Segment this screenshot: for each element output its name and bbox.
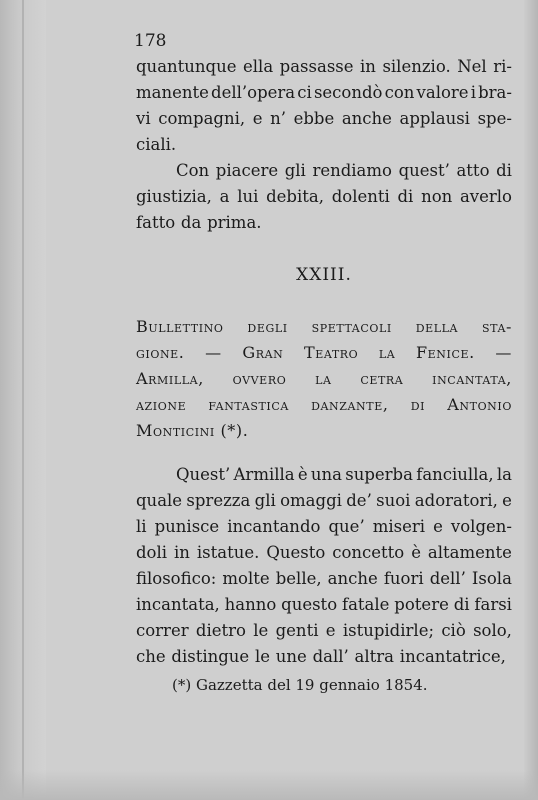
text-line: quantunque ella passasse in silenzio. Nel ri- bbox=[136, 57, 512, 76]
text-line: doli in istatue. Questo concetto è altamente bbox=[136, 543, 512, 562]
paragraph-2 bbox=[136, 158, 512, 236]
text-line: correr dietro le genti e istupidirle; ciò solo, bbox=[136, 621, 512, 640]
text-line: Bullettino degli spettacoli della sta- bbox=[136, 317, 512, 336]
page-shadow bbox=[0, 770, 538, 800]
page-body bbox=[136, 28, 512, 670]
article-heading bbox=[136, 314, 512, 444]
text-line: incantata, hanno questo fatale potere di farsi bbox=[136, 595, 512, 614]
paragraph-3 bbox=[136, 462, 512, 670]
text-line: filosofico: molte belle, anche fuori dell’ Isola bbox=[136, 569, 512, 588]
text-line: gione. — Gran Teatro la Fenice. — bbox=[136, 343, 512, 362]
text-line: che distingue le une dall’ altra incantatrice, bbox=[136, 647, 506, 666]
text-line: Con piacere gli rendiamo quest’ atto di bbox=[176, 161, 512, 180]
text-line: Armilla, ovvero la cetra incantata, bbox=[136, 369, 512, 388]
text-line: vi compagni, e n’ ebbe anche applausi spe- bbox=[136, 109, 512, 128]
section-heading: XXIII. bbox=[296, 265, 352, 285]
paragraph-1 bbox=[136, 54, 512, 158]
text-line: fatto da prima. bbox=[136, 213, 262, 232]
text-line: Monticini (*). bbox=[136, 421, 249, 440]
page-edge bbox=[524, 0, 538, 800]
text-line: li punisce incantando que’ miseri e volgen- bbox=[136, 517, 512, 536]
text-line: ciali. bbox=[136, 135, 177, 154]
text-line: azione fantastica danzante, di Antonio bbox=[136, 395, 512, 414]
text-line: giustizia, a lui debita, dolenti di non averlo bbox=[136, 187, 512, 206]
page-number: 178 bbox=[134, 31, 167, 51]
text-line: quale sprezza gli omaggi de’ suoi adoratori, e bbox=[136, 491, 512, 510]
page-fold-line bbox=[22, 0, 24, 800]
footnote: (*) Gazzetta del 19 gennaio 1854. bbox=[172, 676, 428, 694]
text-line: Quest’ Armilla è una superba fanciulla, la bbox=[176, 465, 512, 484]
text-line: manente dell’opera ci secondò con valore i bra- bbox=[136, 83, 512, 102]
